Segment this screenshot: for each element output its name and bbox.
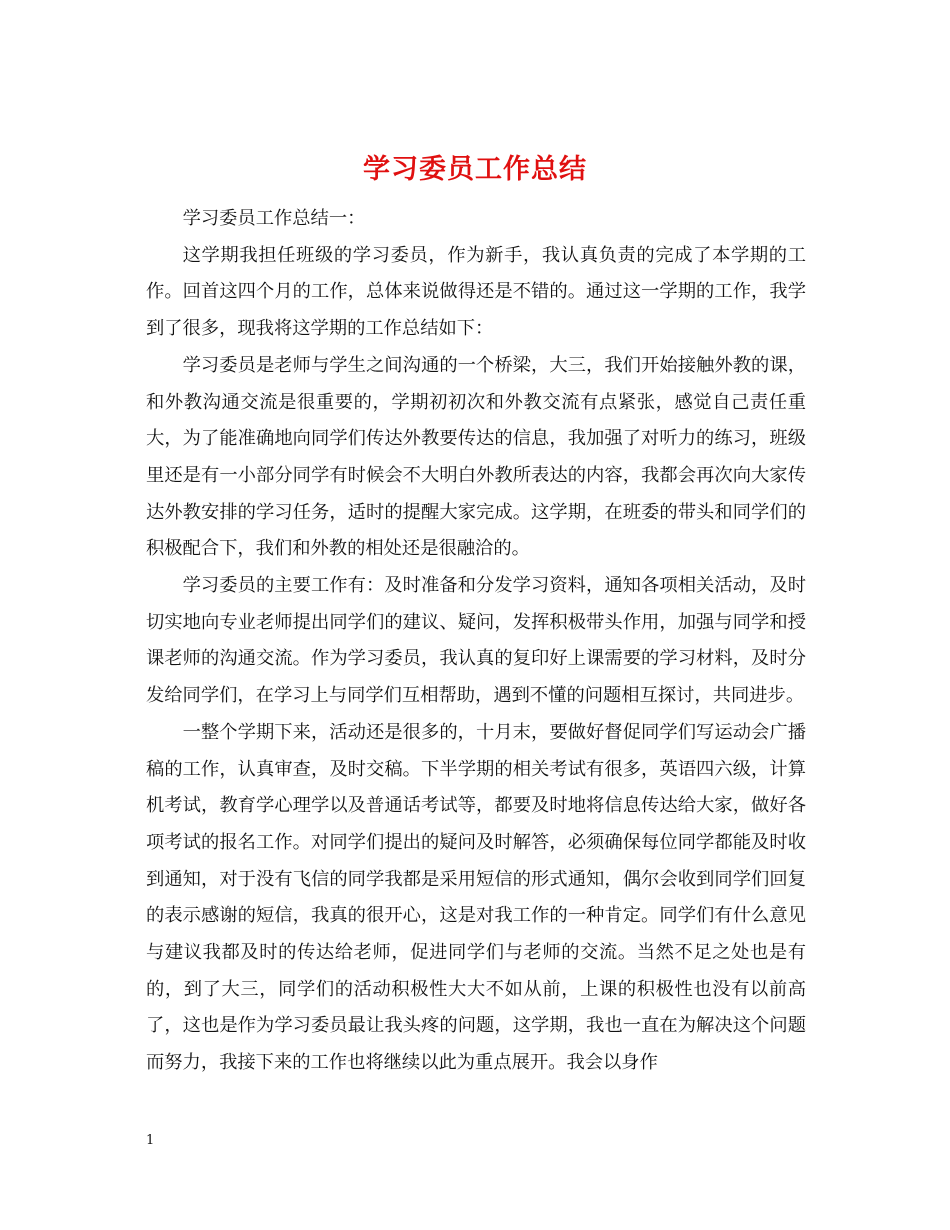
paragraph: 学习委员是老师与学生之间沟通的一个桥梁，大三，我们开始接触外教的课，和外教沟通交流是很重要的，学期初初次和外教交流有点紧张，感觉自己责任重大，为了能准确地向同学们传达外教要传达的信息，我加强了对听力的练习，班级里还是有一小部分同学有时候会不大明白外教所表达的内容，我都会再次向大家传达外教安排的学习任务，适时的提醒大家完成。这学期，在班委的带头和同学们的积极配合下，我们和外教的相处还是很融洽的。 bbox=[146, 354, 806, 560]
paragraph: 这学期我担任班级的学习委员，作为新手，我认真负责的完成了本学期的工作。回首这四个月的工作，总体来说做得还是不错的。通过这一学期的工作，我学到了很多，现我将这学期的工作总结如下： bbox=[146, 244, 806, 340]
document-title: 学习委员工作总结 bbox=[363, 154, 587, 186]
paragraph: 一整个学期下来，活动还是很多的，十月末，要做好督促同学们写运动会广播稿的工作，认真审查，及时交稿。下半学期的相关考试有很多，英语四六级，计算机考试，教育学心理学以及普通话考试等，都要及时地将信息传达给大家，做好各项考试的报名工作。对同学们提出的疑问及时解答，必须确保每位同学都能及时收到通知，对于没有飞信的同学我都是采用短信的形式通知，偶尔会收到同学们回复的表示感谢的短信，我真的很开心，这是对我工作的一种肯定。同学们有什么意见与建议我都及时的传达给老师，促进同学们与老师的交流。当然不足之处也是有的，到了大三，同学们的活动积极性大大不如从前，上课的积极性也没有以前高了，这也是作为学习委员最让我头疼的问题，这学期，我也一直在为解决这个问题而努力，我接下来的工作也将继续以此为重点展开。我会以身作 bbox=[146, 721, 806, 1074]
document-body bbox=[146, 201, 806, 1082]
paragraph-heading: 学习委员工作总结一： bbox=[182, 208, 366, 229]
paragraph: 学习委员的主要工作有：及时准备和分发学习资料，通知各项相关活动，及时切实地向专业老师提出同学们的建议、疑问，发挥积极带头作用，加强与同学和授课老师的沟通交流。作为学习委员，我认真的复印好上课需要的学习材料，及时分发给同学们，在学习上与同学们互相帮助，遇到不懂的问题相互探讨，共同进步。 bbox=[146, 575, 806, 707]
page-number: 1 bbox=[146, 1133, 155, 1148]
